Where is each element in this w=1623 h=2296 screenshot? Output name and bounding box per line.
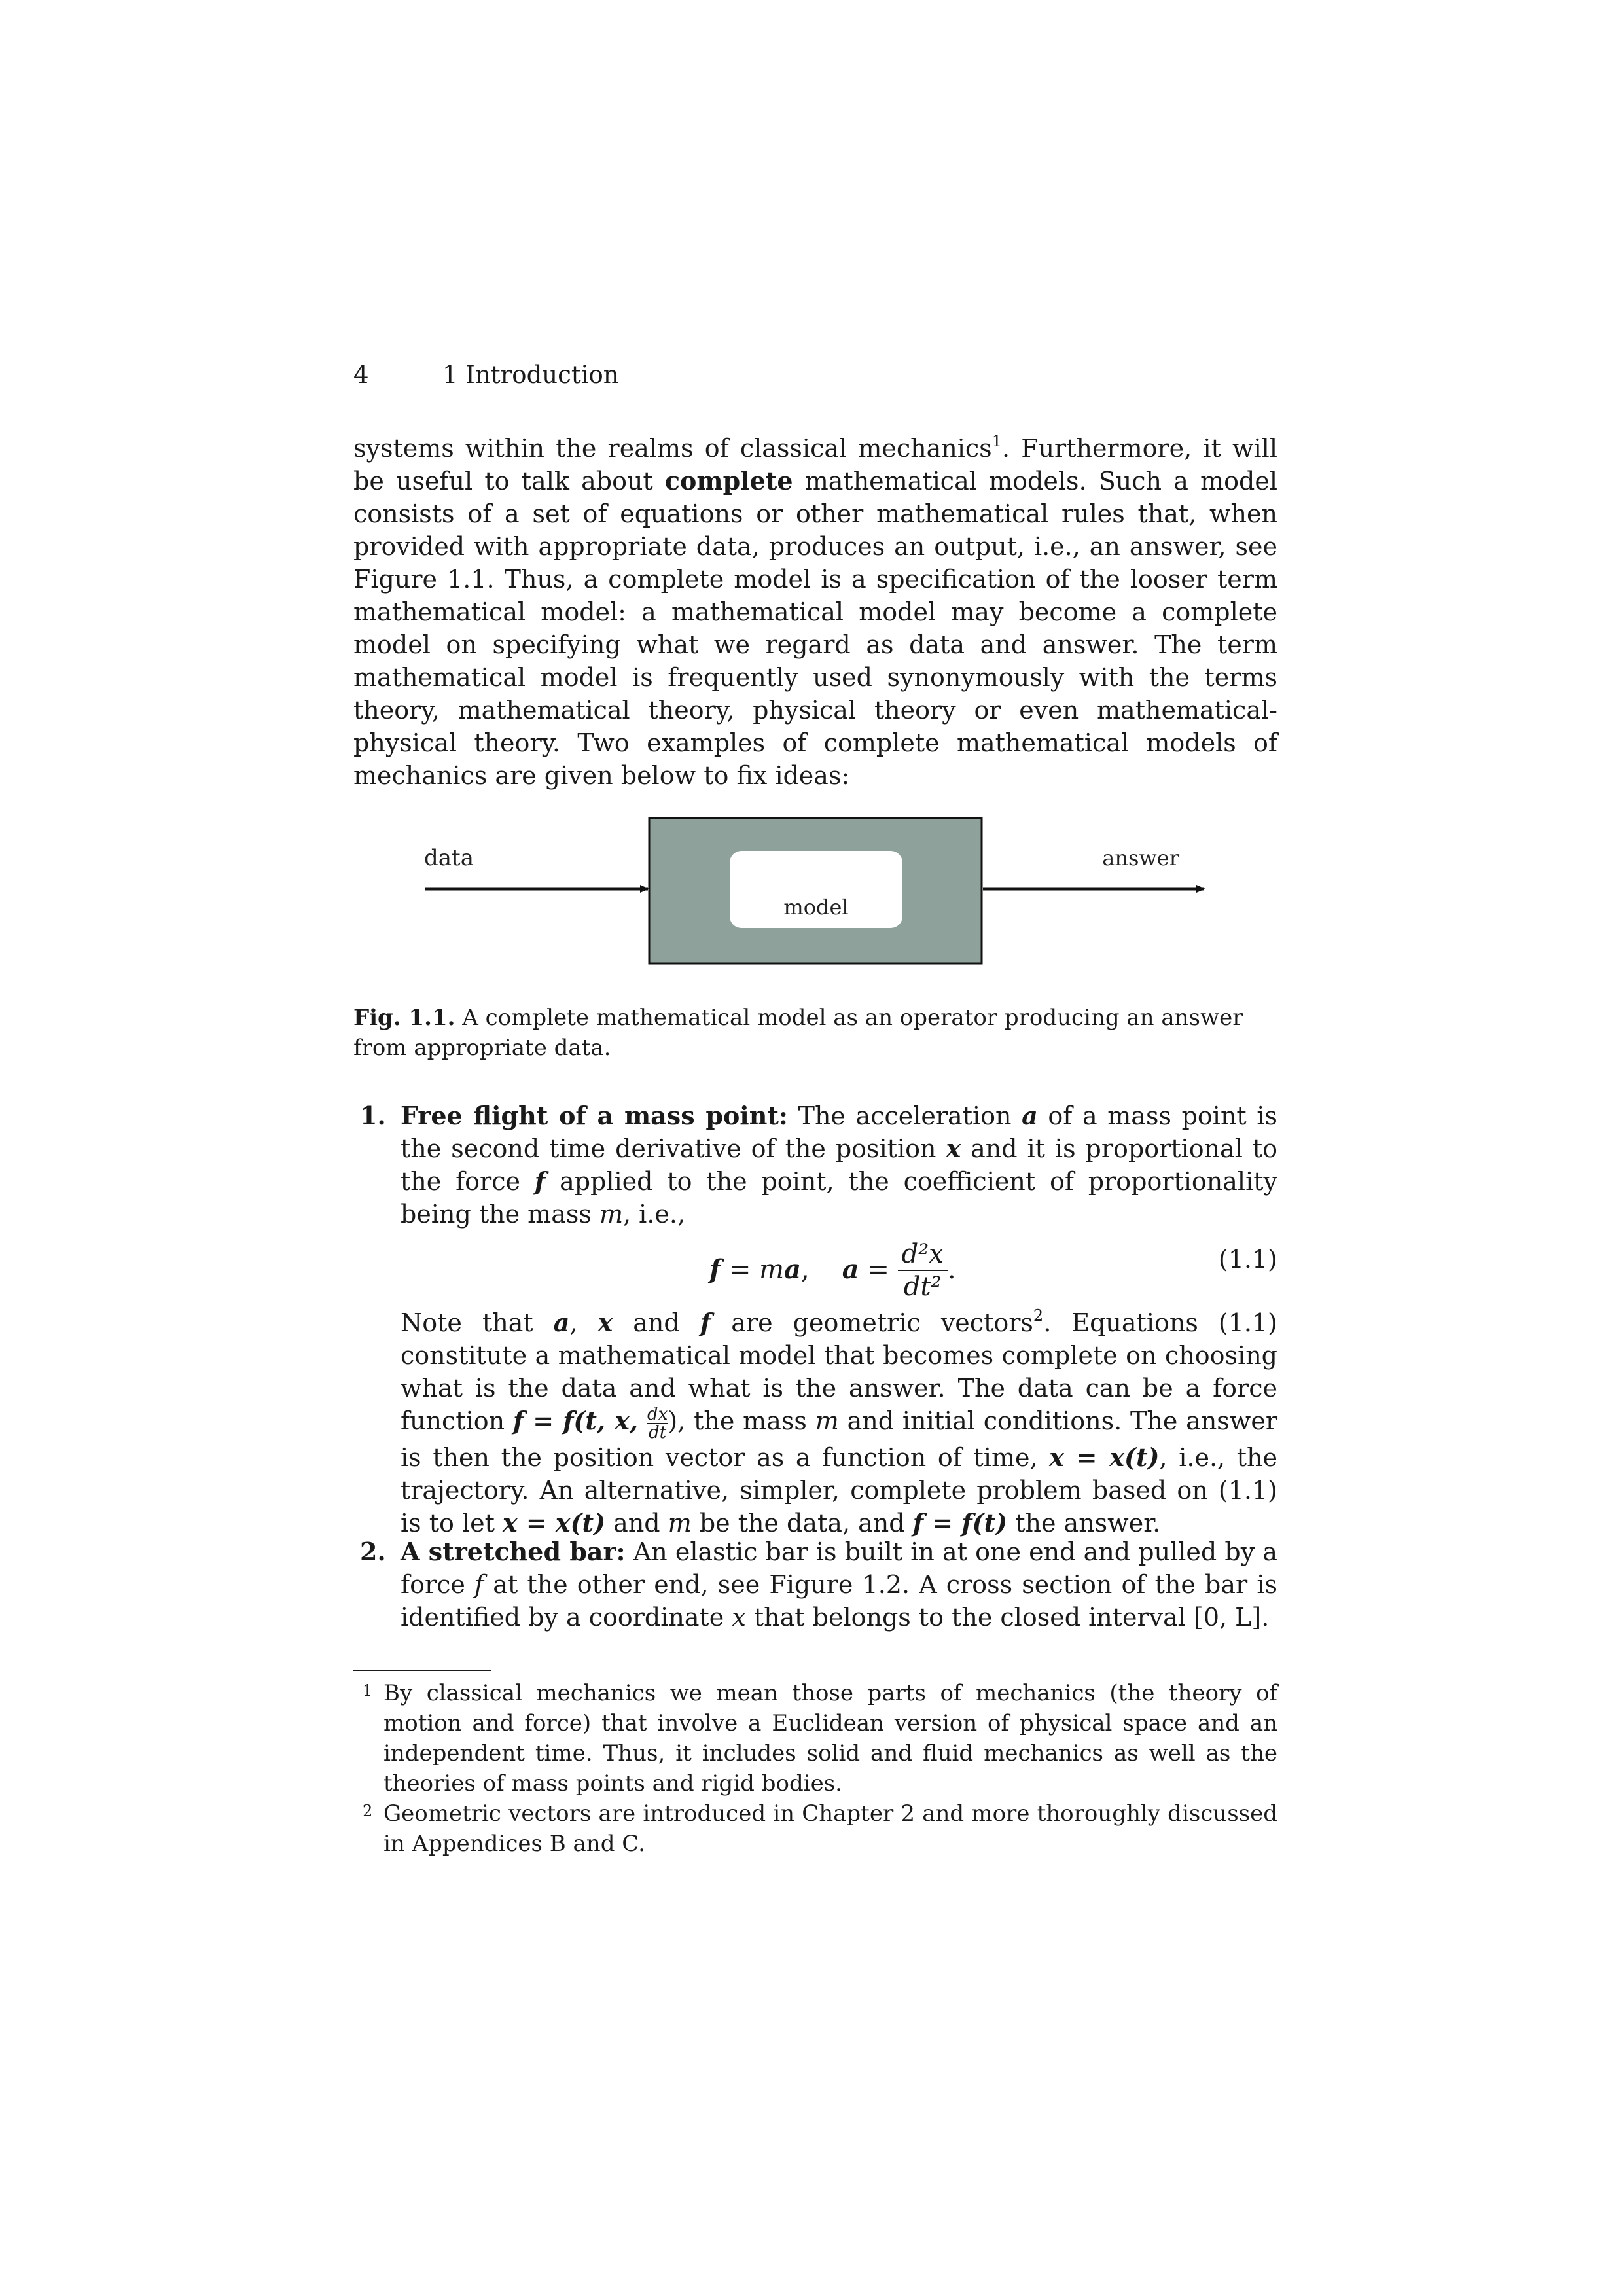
figure-1-1-diagram <box>353 805 1277 975</box>
vector-x: x <box>946 1134 961 1163</box>
footnote-2 <box>353 1799 1277 1859</box>
figure-input-label: data <box>424 845 474 871</box>
footnote-ref-2[interactable]: 2 <box>1033 1306 1044 1325</box>
eq-a2: a <box>842 1254 859 1285</box>
eq-equals: = <box>721 1255 760 1285</box>
force-time-expr: f = f(t) <box>912 1507 1008 1537</box>
equation-body <box>709 1240 956 1304</box>
trajectory-expr: x = x(t) <box>1049 1442 1160 1472</box>
item2-text: that belongs to the closed interval <box>745 1603 1194 1632</box>
vector-a: a <box>1022 1101 1038 1130</box>
trajectory-expr: x = x(t) <box>502 1507 606 1537</box>
eq-equals-2: = <box>859 1255 898 1285</box>
force-symbol: f <box>474 1570 484 1599</box>
list-item-1-paragraph <box>401 1100 1277 1230</box>
eq-f: f <box>709 1254 721 1285</box>
item2-title: A stretched bar: <box>401 1537 626 1566</box>
chapter-title: 1 Introduction <box>442 361 619 389</box>
figure-box-label: model <box>783 895 849 920</box>
dt: dt <box>649 1422 667 1443</box>
footnote-1 <box>353 1678 1277 1799</box>
footnote-1-text: By classical mechanics we mean those parts of mechanics (the theory of motion and force) that involve a Euclidean version of physical space and an independent time. Thus, it includes solid and fluid mechanics as well as the theories of mass points and rigid bodies. <box>383 1680 1277 1797</box>
coordinate-symbol: x <box>732 1603 746 1632</box>
list-item-1 <box>353 1100 1277 1230</box>
footnote-rule <box>353 1670 491 1671</box>
item1-text: and initial conditions. The answer is then the position vector as a function of time, <box>401 1407 1277 1472</box>
eq-fraction <box>898 1238 948 1302</box>
mass-symbol: m <box>599 1200 623 1229</box>
footnotes <box>353 1678 1277 1859</box>
intro-text-1: systems within the realms of classical mechanics <box>353 434 992 463</box>
item1-text: applied to the point, the coefficient of proportionality being the mass <box>401 1167 1277 1229</box>
item1-title: Free flight of a mass point: <box>401 1101 788 1130</box>
figure-caption <box>353 1003 1277 1063</box>
page-number: 4 <box>353 361 369 389</box>
dx: dx <box>647 1404 668 1424</box>
footnote-2-mark: 2 <box>363 1802 373 1820</box>
eq-numerator: d²x <box>898 1238 948 1271</box>
item1-text: the answer. <box>1007 1508 1161 1537</box>
eq-denominator: dt² <box>903 1272 942 1302</box>
list-item-1-number: 1. <box>360 1101 386 1130</box>
figure-output-label: answer <box>1102 846 1179 870</box>
list-item-2 <box>353 1535 1277 1634</box>
intro-text-3: mathematical models. Such a model consists of a set of equations or other mathematical rules that, when provided with appropriate data, produces an output, i.e., an answer, see Figure 1.1. Thus, a complete model is a specification of the looser term mathematical model: a mathematical model may become a complete model on specifying what we regard as data and answer. The term mathematical model is frequently used synonymously with the terms theory, mathematical theory, physical theory or even mathematical-physical theory. Two examples of complete mathematical models of mechanics are given below to fix ideas: <box>353 467 1277 790</box>
equation-label: (1.1) <box>1218 1245 1277 1274</box>
item1-note-paragraph: Note that a, x and f are geometric vectors$^2$. Equations (1.1) constitute a mathematical model that becomes complete on choosing what is the data and what is the answer. The data can be a force function f = f(t, x, $\frac{dx}{dt}$ ), the mass m and initial conditions. The answer is then the position vector as a function of time, x = x(t), i.e., the trajectory. An alternative, simpler, complete problem based on (1.1) is to let x = x(t) and m be the data, and f = f(t) the answer. <box>401 1306 1277 1537</box>
item2-text: . <box>1261 1603 1270 1632</box>
vector-a: a <box>553 1308 570 1337</box>
eq-dot: . <box>947 1255 956 1285</box>
item1-text: of a mass point is the second time derivative of the position <box>401 1102 1277 1163</box>
item1-text: . Equations (1.1) constitute a mathematical model that becomes complete on choosing what is the data and what is the answer. The data can be a force function <box>401 1308 1277 1435</box>
item1-text: , i.e., <box>622 1200 686 1229</box>
vector-f: f <box>534 1166 546 1196</box>
footnote-ref-1[interactable]: 1 <box>991 432 1002 451</box>
item2-text: An elastic bar is built in at one end and pulled by a force <box>401 1537 1277 1599</box>
intro-bold-complete: complete <box>664 466 793 495</box>
caption-text: A complete mathematical model as an operator producing an answer from appropriate data. <box>353 1005 1243 1061</box>
intro-text-2: . Furthermore, it will be useful to talk about <box>353 434 1277 495</box>
item1-text: The acceleration <box>787 1102 1022 1130</box>
item2-text: at the other end, see Figure 1.2. A cross section of the bar is identified by a coordinate <box>401 1570 1277 1632</box>
force-function: f = f(t, x, <box>512 1406 648 1435</box>
footnote-2-text: Geometric vectors are introduced in Chapter 2 and more thoroughly discussed in Appendices B and C. <box>383 1801 1277 1857</box>
dxdt-fraction <box>647 1406 668 1441</box>
mass-symbol: m <box>815 1407 839 1435</box>
item1-text: and <box>605 1508 668 1537</box>
eq-a: a <box>784 1254 802 1285</box>
vector-f: f <box>700 1308 711 1337</box>
item1-text: be the data, and <box>691 1508 913 1537</box>
item1-text: and <box>613 1308 700 1337</box>
eq-m: m <box>759 1255 785 1285</box>
eq-comma: , <box>801 1255 810 1285</box>
item1-text: ), the mass <box>668 1407 815 1435</box>
item1-text: , i.e., the trajectory. An alternative, simpler, complete problem based on (1.1) is to let <box>401 1443 1277 1537</box>
equation-1-1 <box>401 1224 1277 1302</box>
list-item-2-number: 2. <box>360 1537 386 1566</box>
intro-paragraph <box>353 432 1277 792</box>
caption-label: Fig. 1.1. <box>353 1005 455 1031</box>
vector-x: x <box>597 1308 613 1337</box>
footnote-1-mark: 1 <box>363 1681 373 1700</box>
item1-text: are geometric vectors <box>711 1308 1033 1337</box>
mass-symbol: m <box>668 1508 692 1537</box>
item1-text: and it is proportional to the force <box>401 1134 1277 1196</box>
list-item-1-continuation <box>353 1306 1277 1539</box>
list-item-2-paragraph <box>401 1535 1277 1634</box>
item1-text: Note that <box>401 1308 554 1337</box>
interval-expr: [0, L] <box>1194 1603 1262 1632</box>
